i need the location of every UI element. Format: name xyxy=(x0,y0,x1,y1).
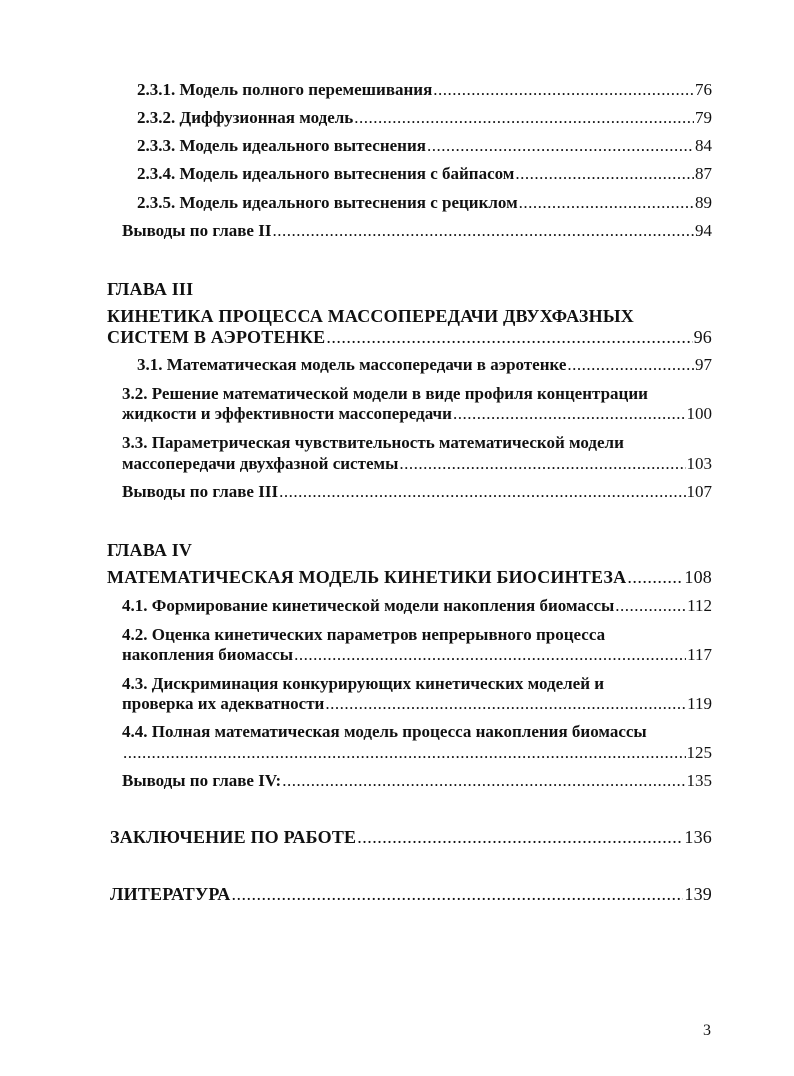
toc-entry-3-1 xyxy=(137,355,712,375)
toc-entry-4-2-line1: 4.2. Оценка кинетических параметров непрерывного процесса xyxy=(122,625,606,644)
toc-entry-4-3 xyxy=(122,694,712,714)
toc-entry-title: ЛИТЕРАТУРА xyxy=(110,884,231,904)
toc-entry-conclusion xyxy=(110,827,712,847)
toc-entry-4-3-line1: 4.3. Дискриминация конкурирующих кинетических моделей и xyxy=(122,674,605,693)
toc-entry-3-2-line1: 3.2. Решение математической модели в виде профиля концентрации xyxy=(122,384,648,403)
toc-entry-2-3-4 xyxy=(137,164,712,184)
toc-entry-title: МАТЕМАТИЧЕСКАЯ МОДЕЛЬ КИНЕТИКИ БИОСИНТЕЗА xyxy=(107,567,627,587)
toc-entry-2-3-2 xyxy=(137,108,712,128)
toc-entry-page: 79 xyxy=(695,108,712,127)
toc-entry-title: жидкости и эффективности массопередачи xyxy=(122,404,452,423)
toc-entry-4-4 xyxy=(122,743,712,763)
toc-entry-title: СИСТЕМ В АЭРОТЕНКЕ xyxy=(107,327,326,347)
toc-entry-page: 97 xyxy=(695,355,712,374)
toc-entry-4-4-line1: 4.4. Полная математическая модель процесса накопления биомассы xyxy=(122,722,647,741)
toc-entry-title: 4.1. Формирование кинетической модели накопления биомассы xyxy=(122,596,615,615)
toc-entry-page: 119 xyxy=(687,694,712,713)
toc-entry-title: накопления биомассы xyxy=(122,645,294,664)
toc-entry-title: 2.3.5. Модель идеального вытеснения с рециклом xyxy=(137,193,518,212)
toc-entry-page: 96 xyxy=(693,327,712,347)
toc-entry-literature xyxy=(110,884,712,904)
toc-entry-title: Выводы по главе II xyxy=(122,221,272,240)
toc-entry-3-3 xyxy=(122,454,712,474)
toc-entry-3-3-line1: 3.3. Параметрическая чувствительность математической модели xyxy=(122,433,624,452)
chapter-3-title xyxy=(107,327,712,347)
toc-entry-page: 76 xyxy=(695,80,712,99)
toc-entry-2-3-1 xyxy=(137,80,712,100)
chapter-4-label: ГЛАВА IV xyxy=(107,540,193,560)
toc-entry-4-2 xyxy=(122,645,712,665)
toc-entry-page: 87 xyxy=(695,164,712,183)
toc-entry-page: 100 xyxy=(686,404,712,423)
toc-entry-title: 2.3.4. Модель идеального вытеснения с байпасом xyxy=(137,164,515,183)
toc-entry-title: 2.3.2. Диффузионная модель xyxy=(137,108,354,127)
toc-entry-title: Выводы по главе IV: xyxy=(122,771,282,790)
toc-entry-page: 84 xyxy=(695,136,712,155)
toc-entry-conclusions-3 xyxy=(122,482,712,502)
toc-entry-page: 117 xyxy=(687,645,712,664)
toc-entry-page: 136 xyxy=(684,827,712,847)
toc-entry-title: Выводы по главе III xyxy=(122,482,279,501)
toc-entry-title: ЗАКЛЮЧЕНИЕ ПО РАБОТЕ xyxy=(110,827,357,847)
toc-entry-2-3-3 xyxy=(137,136,712,156)
toc-entry-page: 89 xyxy=(695,193,712,212)
toc-entry-title: 2.3.3. Модель идеального вытеснения xyxy=(137,136,426,155)
toc-entry-4-1 xyxy=(122,596,712,616)
toc-entry-page: 139 xyxy=(684,884,712,904)
toc-entry-page: 112 xyxy=(687,596,712,615)
toc-entry-title: 3.1. Математическая модель массопередачи в аэротенке xyxy=(137,355,567,374)
toc-entry-conclusions-2 xyxy=(122,221,712,241)
toc-entry-title: массопередачи двухфазной системы xyxy=(122,454,399,473)
toc-entry-page: 108 xyxy=(684,567,712,587)
toc-entry-page: 135 xyxy=(686,771,712,790)
toc-entry-2-3-5 xyxy=(137,193,712,213)
toc-entry-3-2 xyxy=(122,404,712,424)
toc-entry-page: 103 xyxy=(686,454,712,473)
toc-entry-page: 107 xyxy=(686,482,712,501)
toc-entry-page: 125 xyxy=(686,743,712,762)
chapter-3-title-line1: КИНЕТИКА ПРОЦЕССА МАССОПЕРЕДАЧИ ДВУХФАЗНЫХ xyxy=(107,306,634,326)
page-number: 3 xyxy=(703,1022,711,1039)
chapter-3-label: ГЛАВА III xyxy=(107,279,194,299)
toc-entry-title: 2.3.1. Модель полного перемешивания xyxy=(137,80,433,99)
toc-entry-title: проверка их адекватности xyxy=(122,694,325,713)
toc-entry-conclusions-4 xyxy=(122,771,712,791)
chapter-4-title xyxy=(107,567,712,587)
toc-entry-page: 94 xyxy=(695,221,712,240)
